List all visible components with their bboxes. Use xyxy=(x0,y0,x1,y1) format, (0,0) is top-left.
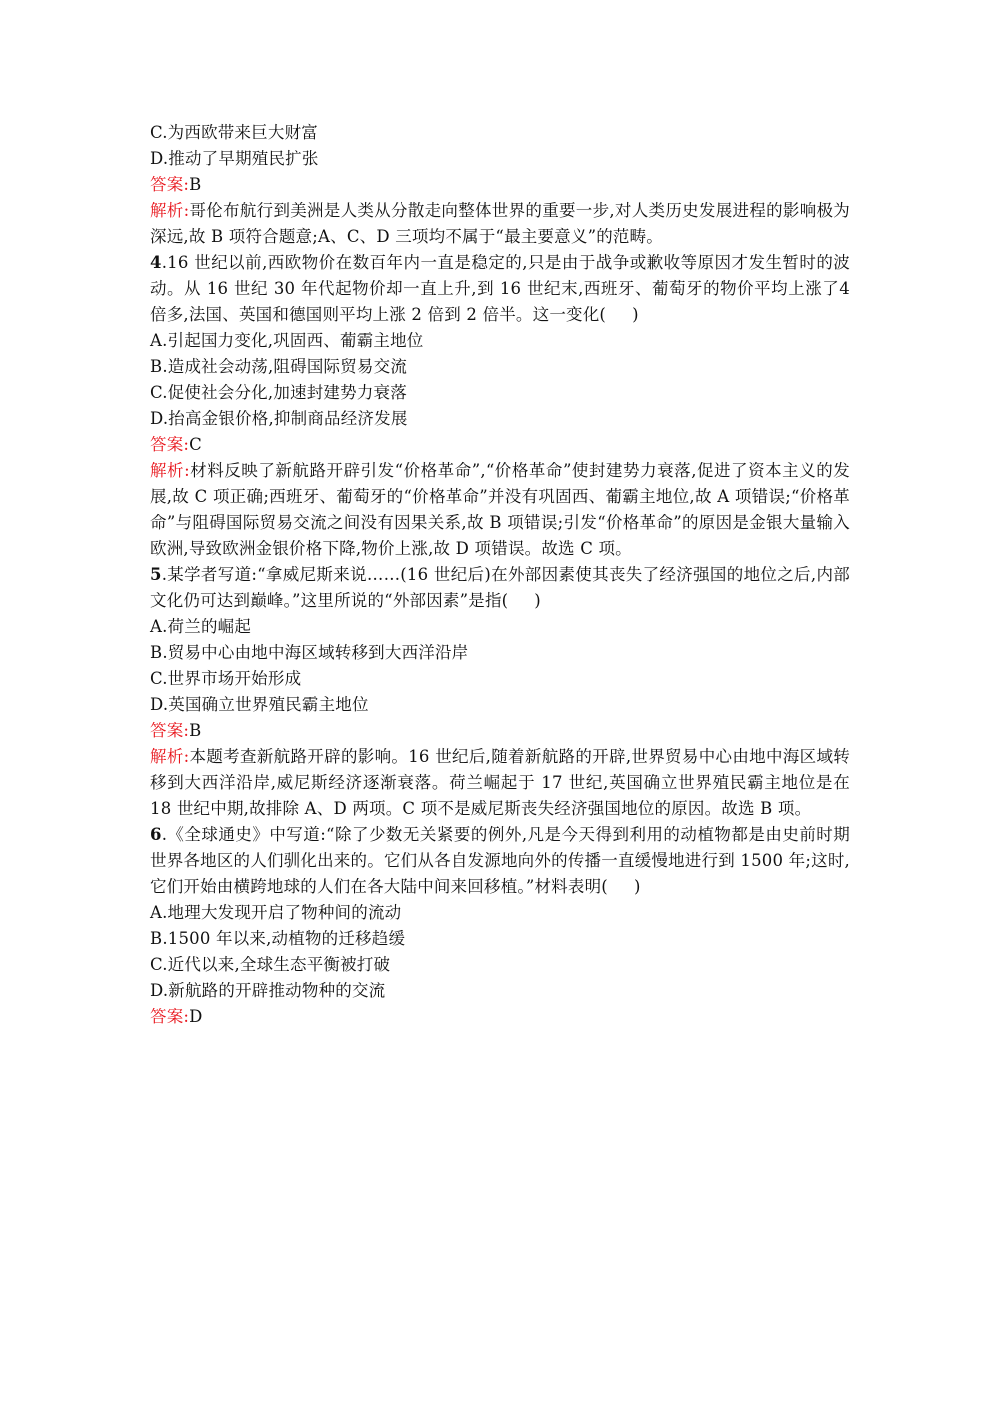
answer-value: B xyxy=(189,721,202,740)
q5-answer xyxy=(150,718,850,744)
q4-option-c: C.促使社会分化,加速封建势力衰落 xyxy=(150,383,407,402)
answer-label: 答案: xyxy=(150,1007,190,1026)
q4-answer xyxy=(150,432,850,458)
question-number: 5 xyxy=(150,565,162,584)
analysis-label: 解析: xyxy=(150,461,190,480)
q4-option-a: A.引起国力变化,巩固西、葡霸主地位 xyxy=(150,331,424,350)
question-number: 4 xyxy=(150,253,162,272)
analysis-text: 材料反映了新航路开辟引发“价格革命”,“价格革命”使封建势力衰落,促进了资本主义的发展,故 C 项正确;西班牙、葡萄牙的“价格革命”并没有巩固西、葡霸主地位,故 A 项错误;“价格革命”与阻碍国际贸易交流之间没有因果关系,故 B 项错误;引发“价格革命”的原因是金银大量输入欧洲,导致欧洲金银价格下降,物价上涨,故 D 项错误。故选 C 项。 xyxy=(150,461,850,558)
q6-stem: 6.《全球通史》中写道:“除了少数无关紧要的例外,凡是今天得到利用的动植物都是由史前时期世界各地区的人们驯化出来的。它们从各自发源地向外的传播一直缓慢地进行到 1500 年;这时,它们开始由横跨地球的人们在各大陆中间来回移植。”材料表明( ) xyxy=(150,825,850,896)
q6-option-a: A.地理大发现开启了物种间的流动 xyxy=(150,903,402,922)
q6-option-c: C.近代以来,全球生态平衡被打破 xyxy=(150,955,391,974)
question-number: 6 xyxy=(150,825,162,844)
q5-option-a: A.荷兰的崛起 xyxy=(150,617,252,636)
analysis-label: 解析: xyxy=(150,747,190,766)
q3-answer xyxy=(150,172,850,198)
q4-option-b: B.造成社会动荡,阻碍国际贸易交流 xyxy=(150,357,408,376)
question-stem: .16 世纪以前,西欧物价在数百年内一直是稳定的,只是由于战争或歉收等原因才发生暂时的波动。从 16 世纪 30 年代起物价却一直上升,到 16 世纪末,西班牙、葡萄牙的物价平均上涨了4 倍多,法国、英国和德国则平均上涨 2 倍到 2 倍半。这一变化( xyxy=(150,253,850,324)
answer-label: 答案: xyxy=(150,435,190,454)
q4-analysis xyxy=(150,458,850,562)
q6-option-d: D.新航路的开辟推动物种的交流 xyxy=(150,981,386,1000)
q4-option-d: D.抬高金银价格,抑制商品经济发展 xyxy=(150,409,408,428)
analysis-text: 哥伦布航行到美洲是人类从分散走向整体世界的重要一步,对人类历史发展进程的影响极为深远,故 B 项符合题意;A、C、D 三项均不属于“最主要意义”的范畴。 xyxy=(150,201,850,246)
document-page xyxy=(150,120,850,1030)
question-stem: .《全球通史》中写道:“除了少数无关紧要的例外,凡是今天得到利用的动植物都是由史前时期世界各地区的人们驯化出来的。它们从各自发源地向外的传播一直缓慢地进行到 1500 年;这时,它们开始由横跨地球的人们在各大陆中间来回移植。”材料表明( xyxy=(150,825,850,896)
answer-value: C xyxy=(189,435,202,454)
analysis-label: 解析: xyxy=(150,201,190,220)
q6-answer xyxy=(150,1004,850,1030)
q3-option-d: D.推动了早期殖民扩张 xyxy=(150,149,319,168)
answer-label: 答案: xyxy=(150,175,190,194)
answer-value: B xyxy=(189,175,202,194)
q5-stem: 5.某学者写道:“拿威尼斯来说……(16 世纪后)在外部因素使其丧失了经济强国的地位之后,内部文化仍可达到巅峰。”这里所说的“外部因素”是指( ) xyxy=(150,565,850,610)
analysis-text: 本题考查新航路开辟的影响。16 世纪后,随着新航路的开辟,世界贸易中心由地中海区域转移到大西洋沿岸,威尼斯经济逐渐衰落。荷兰崛起于 17 世纪,英国确立世界殖民霸主地位是在 18 世纪中期,故排除 A、D 两项。C 项不是威尼斯丧失经济强国地位的原因。故选 B 项。 xyxy=(150,747,850,818)
q6-option-b: B.1500 年以来,动植物的迁移趋缓 xyxy=(150,929,406,948)
q3-option-c: C.为西欧带来巨大财富 xyxy=(150,123,318,142)
question-stem: .某学者写道:“拿威尼斯来说……(16 世纪后)在外部因素使其丧失了经济强国的地位之后,内部文化仍可达到巅峰。”这里所说的“外部因素”是指( xyxy=(150,565,850,610)
q5-option-b: B.贸易中心由地中海区域转移到大西洋沿岸 xyxy=(150,643,469,662)
q5-option-c: C.世界市场开始形成 xyxy=(150,669,302,688)
q5-option-d: D.英国确立世界殖民霸主地位 xyxy=(150,695,369,714)
q5-analysis xyxy=(150,744,850,822)
answer-value: D xyxy=(189,1007,203,1026)
q3-analysis xyxy=(150,198,850,250)
answer-label: 答案: xyxy=(150,721,190,740)
q4-stem: 4.16 世纪以前,西欧物价在数百年内一直是稳定的,只是由于战争或歉收等原因才发生暂时的波动。从 16 世纪 30 年代起物价却一直上升,到 16 世纪末,西班牙、葡萄牙的物价平均上涨了4 倍多,法国、英国和德国则平均上涨 2 倍到 2 倍半。这一变化( ) xyxy=(150,253,850,324)
